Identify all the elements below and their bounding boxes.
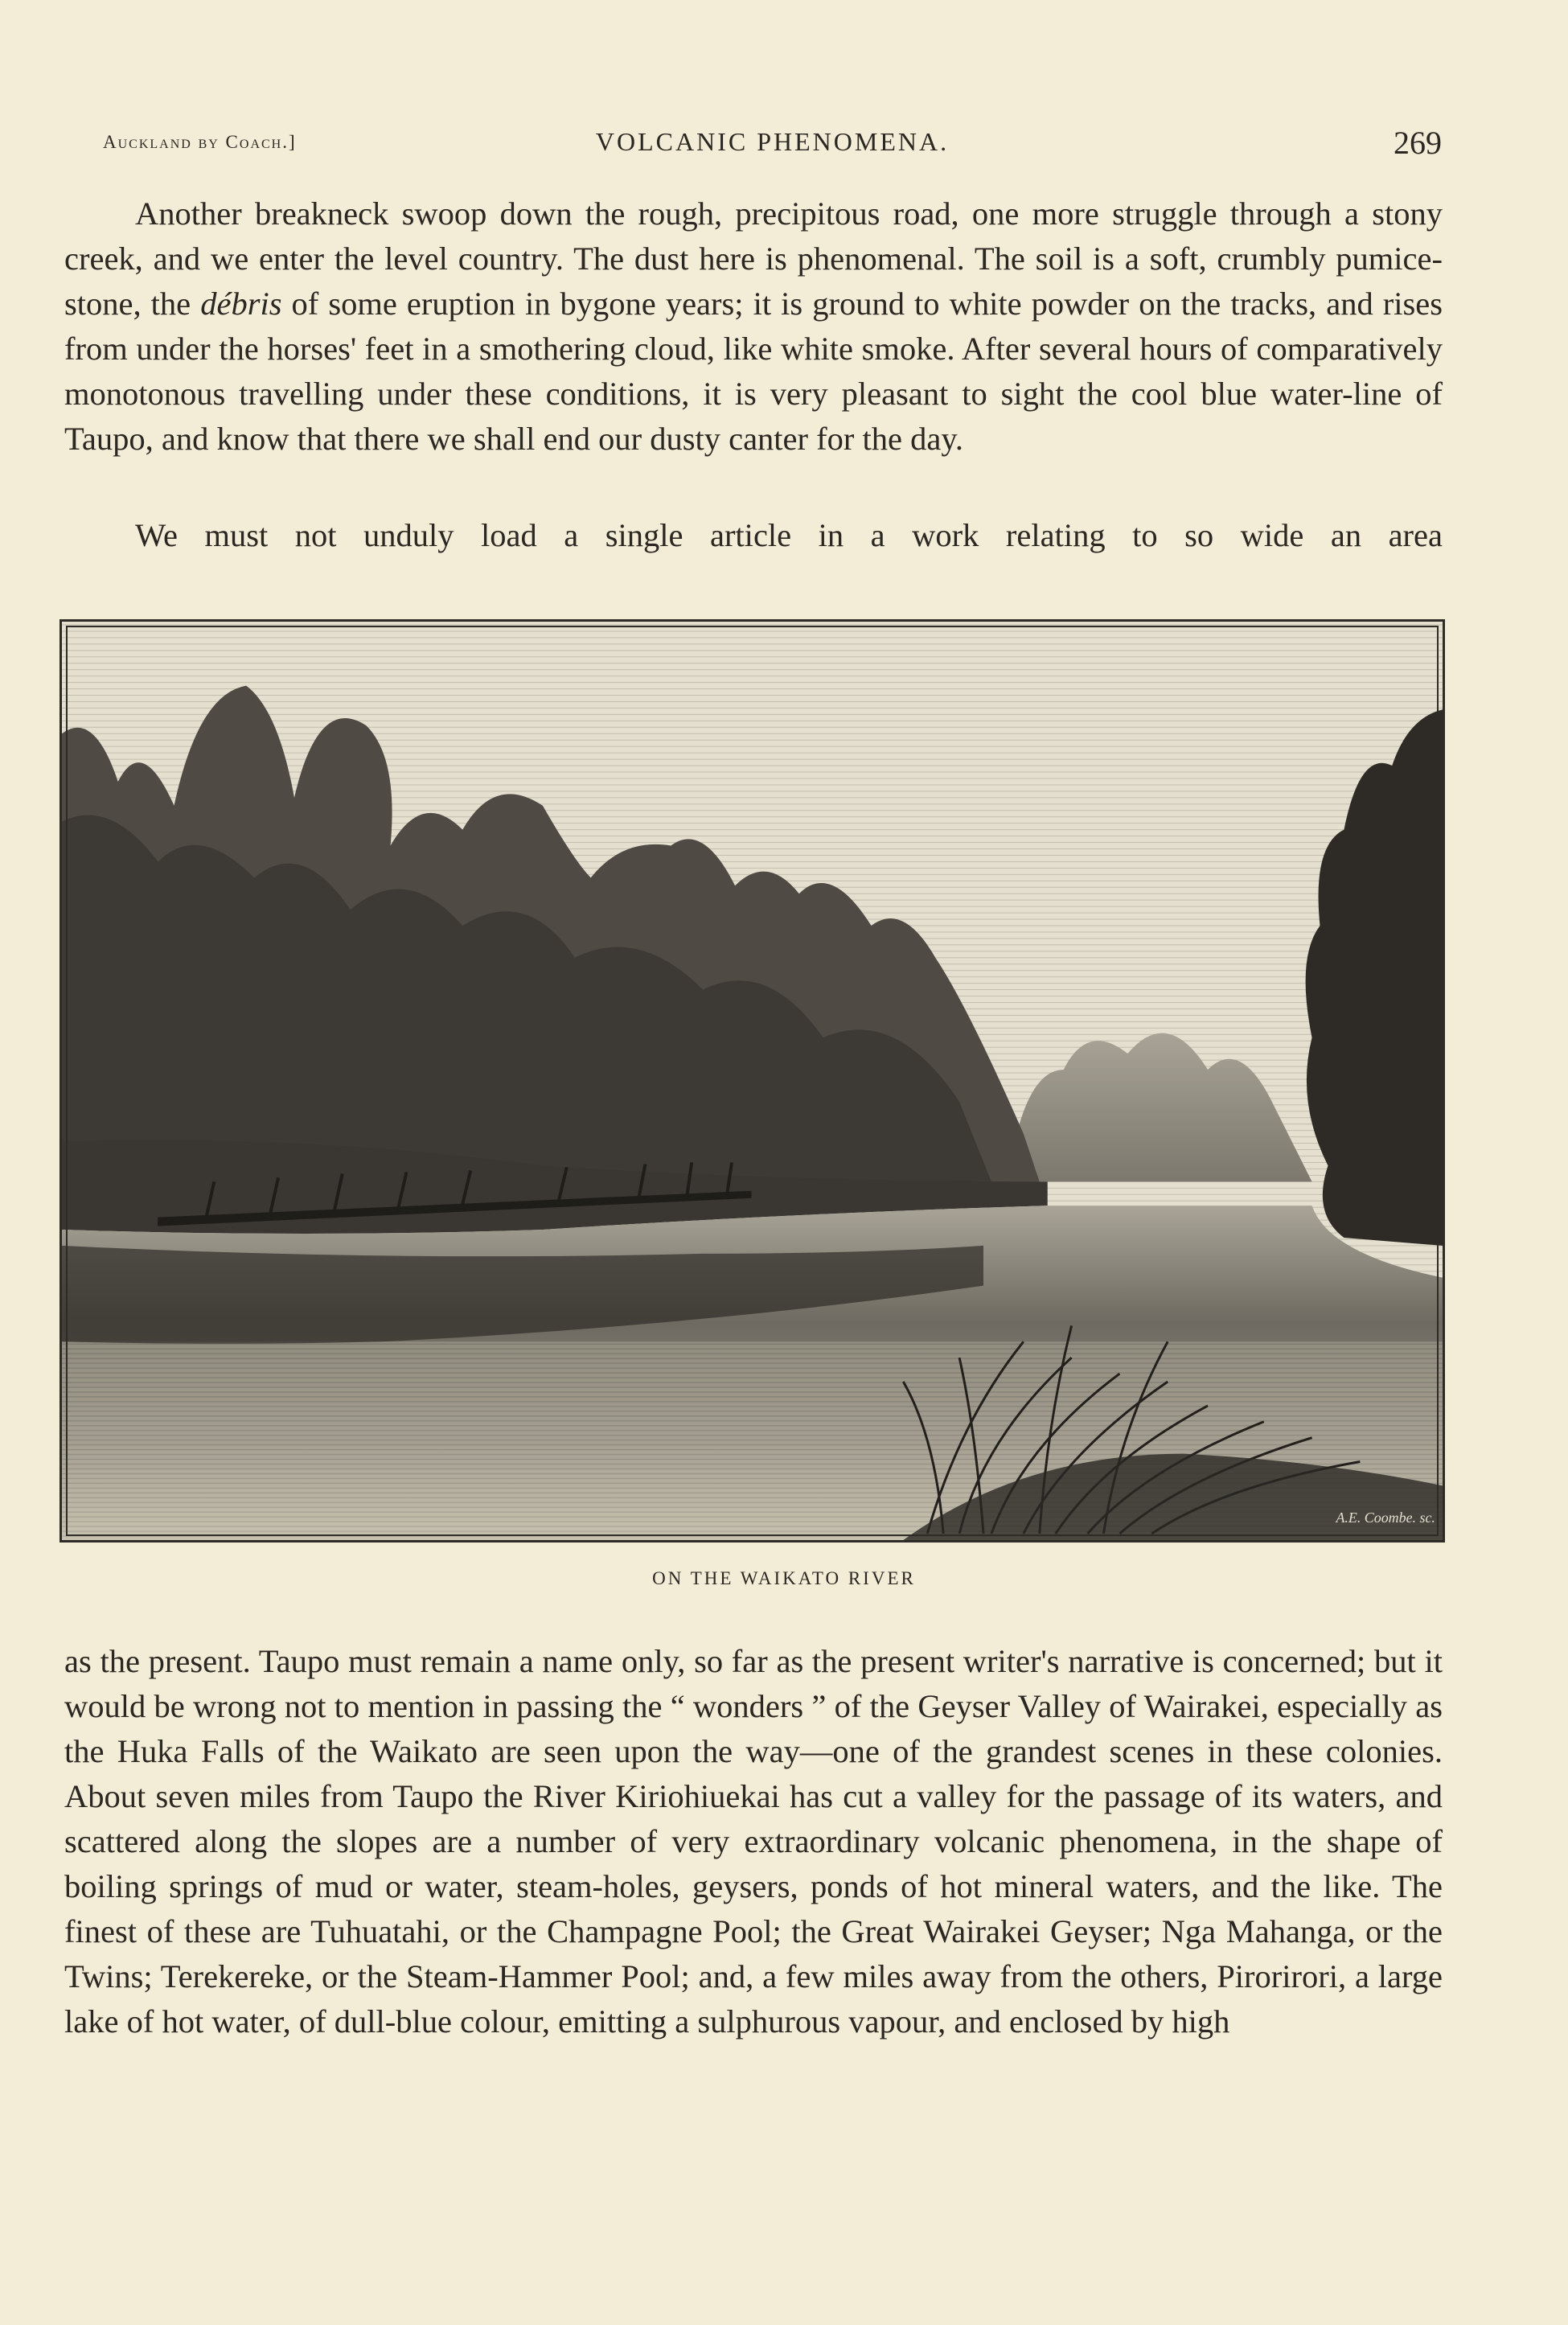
paragraph-1-text-b: of some eruption in bygone years; it is ground to white powder on the tracks, and rises from under the horses' feet in a smothering cloud, like white smoke. After several hours of comparatively monotonous travelling under these conditions, it is very pleasant to sight the cool blue water-line of Taupo, and know that there we shall end our dusty canter for the day. [64, 285, 1443, 457]
running-head [103, 127, 1442, 164]
running-head-title: VOLCANIC PHENOMENA. [595, 127, 950, 156]
paragraph-1 [64, 191, 1443, 462]
engraving-illustration [60, 619, 1445, 1542]
figure-caption: ON THE WAIKATO RIVER [652, 1568, 916, 1588]
paragraph-1-text-a: Another breakneck swoop down the rough, precipitous road, one more struggle through a stony creek, and we enter the level country. The dust here is phenomenal. The soil is a soft, crumbly pumice-stone, the [64, 195, 1443, 322]
paragraph-2: We must not unduly load a single article in a work relating to so wide an area [135, 517, 1443, 553]
running-head-section: Auckland by Coach.] [103, 132, 297, 152]
italic-term: débris [200, 285, 282, 322]
paragraph-3: as the present. Taupo must remain a name only, so far as the present writer's narrative is concerned; but it would be wrong not to mention in passing the “ wonders ” of the Geyser Valley of Wairakei, especially as the Huka Falls of the Waikato are seen upon the way—one of the grandest scenes in these colonies. About seven miles from Taupo the River Kiriohiuekai has cut a valley for the passage of its waters, and scattered along the slopes are a number of very extraordinary volcanic phenomena, in the shape of boiling springs of mud or water, steam-holes, geysers, ponds of hot mineral waters, and the like. The finest of these are Tuhuatahi, or the Champagne Pool; the Great Wairakei Geyser; Nga Mahanga, or the Twins; Terekereke, or the Steam-Hammer Pool; and, a few miles away from the others, Pirorirori, a large lake of hot water, of dull-blue colour, emitting a sulphurous vapour, and enclosed by high [64, 1643, 1443, 2040]
page-number: 269 [1394, 125, 1442, 161]
river-engraving [62, 622, 1443, 1540]
engraver-signature: A.E. Coombe. sc. [1336, 1510, 1435, 1526]
